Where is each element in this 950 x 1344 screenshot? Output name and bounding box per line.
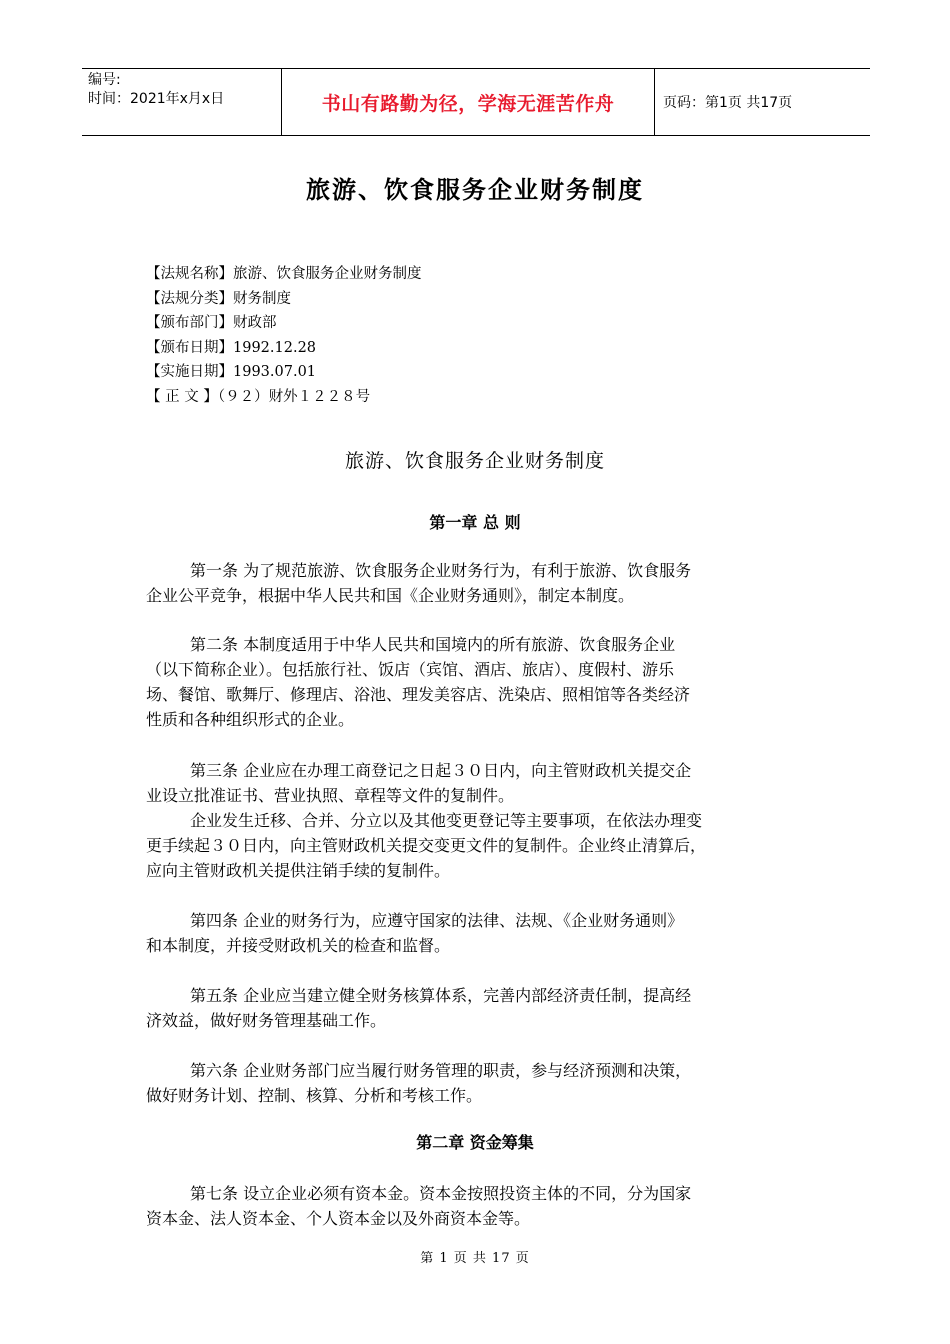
document-number-label: 编号: — [88, 72, 121, 88]
meta-issuing-department: 【颁布部门】财政部 — [146, 315, 277, 331]
meta-regulation-category: 【法规分类】财务制度 — [146, 290, 291, 307]
article-line: （以下简称企业）。包括旅行社、饭店（宾馆、酒店、旅店）、度假村、游乐 — [146, 660, 675, 679]
meta-effective-date: 【实施日期】1993.07.01 — [146, 364, 317, 380]
article-line: 企业公平竞争，根据中华人民共和国《企业财务通则》，制定本制度。 — [146, 586, 635, 605]
header-page-number: 页码：第1页 共17页 — [663, 95, 793, 111]
meta-issue-date: 【颁布日期】1992.12.28 — [146, 339, 317, 356]
article-line: 第二条 本制度适用于中华人民共和国境内的所有旅游、饮食服务企业 — [190, 635, 676, 654]
article-6 — [146, 1058, 816, 1108]
page-footer: 第 1 页 共 17 页 — [420, 1251, 530, 1266]
regulation-metadata — [146, 262, 422, 409]
document-title: 旅游、饮食服务企业财务制度 — [306, 176, 644, 204]
page-header — [82, 68, 870, 136]
article-line: 性质和各种组织形式的企业。 — [146, 710, 355, 729]
article-line: 企业发生迁移、合并、分立以及其他变更登记等主要事项，在依法办理变 — [190, 811, 703, 830]
article-line: 资本金、法人资本金、个人资本金以及外商资本金等。 — [146, 1209, 531, 1228]
article-2 — [146, 632, 816, 732]
article-7 — [146, 1181, 816, 1231]
header-motto-cell — [281, 69, 655, 135]
article-line: 第一条 为了规范旅游、饮食服务企业财务行为，有利于旅游、饮食服务 — [190, 561, 692, 580]
article-line: 更手续起３０日内，向主管财政机关提交变更文件的复制件。企业终止清算后， — [146, 836, 707, 855]
meta-document-number: 【 正 文 】（９２）财外１２２８号 — [146, 388, 371, 405]
header-page-cell — [655, 69, 870, 135]
article-line: 第六条 企业财务部门应当履行财务管理的职责，参与经济预测和决策， — [190, 1061, 692, 1080]
meta-regulation-name: 【法规名称】旅游、饮食服务企业财务制度 — [146, 266, 422, 282]
article-line: 业设立批准证书、营业执照、章程等文件的复制件。 — [146, 786, 515, 805]
article-line: 济效益，做好财务管理基础工作。 — [146, 1011, 387, 1030]
article-line: 做好财务计划、控制、核算、分析和考核工作。 — [146, 1086, 483, 1105]
document-subtitle: 旅游、饮食服务企业财务制度 — [344, 450, 605, 472]
chapter-1-heading: 第一章 总 则 — [429, 513, 521, 532]
chapter-2-heading: 第二章 资金筹集 — [416, 1133, 534, 1152]
article-3 — [146, 758, 816, 808]
article-3-continued — [146, 808, 816, 883]
article-line: 第三条 企业应在办理工商登记之日起３０日内，向主管财政机关提交企 — [190, 761, 692, 780]
article-line: 应向主管财政机关提供注销手续的复制件。 — [146, 861, 451, 880]
header-left-cell — [82, 69, 281, 135]
article-line: 第四条 企业的财务行为，应遵守国家的法律、法规、《企业财务通则》 — [190, 911, 684, 930]
article-1 — [146, 558, 816, 608]
article-line: 第五条 企业应当建立健全财务核算体系，完善内部经济责任制，提高经 — [190, 986, 692, 1005]
header-motto: 书山有路勤为径，学海无涯苦作舟 — [321, 92, 615, 115]
article-5 — [146, 983, 816, 1033]
document-time-label: 时间：2021年x月x日 — [88, 91, 225, 107]
article-line: 第七条 设立企业必须有资本金。资本金按照投资主体的不同，分为国家 — [190, 1184, 692, 1203]
article-line: 场、餐馆、歌舞厅、修理店、浴池、理发美容店、洗染店、照相馆等各类经济 — [146, 685, 691, 704]
article-4 — [146, 908, 816, 958]
article-line: 和本制度，并接受财政机关的检查和监督。 — [146, 936, 451, 955]
